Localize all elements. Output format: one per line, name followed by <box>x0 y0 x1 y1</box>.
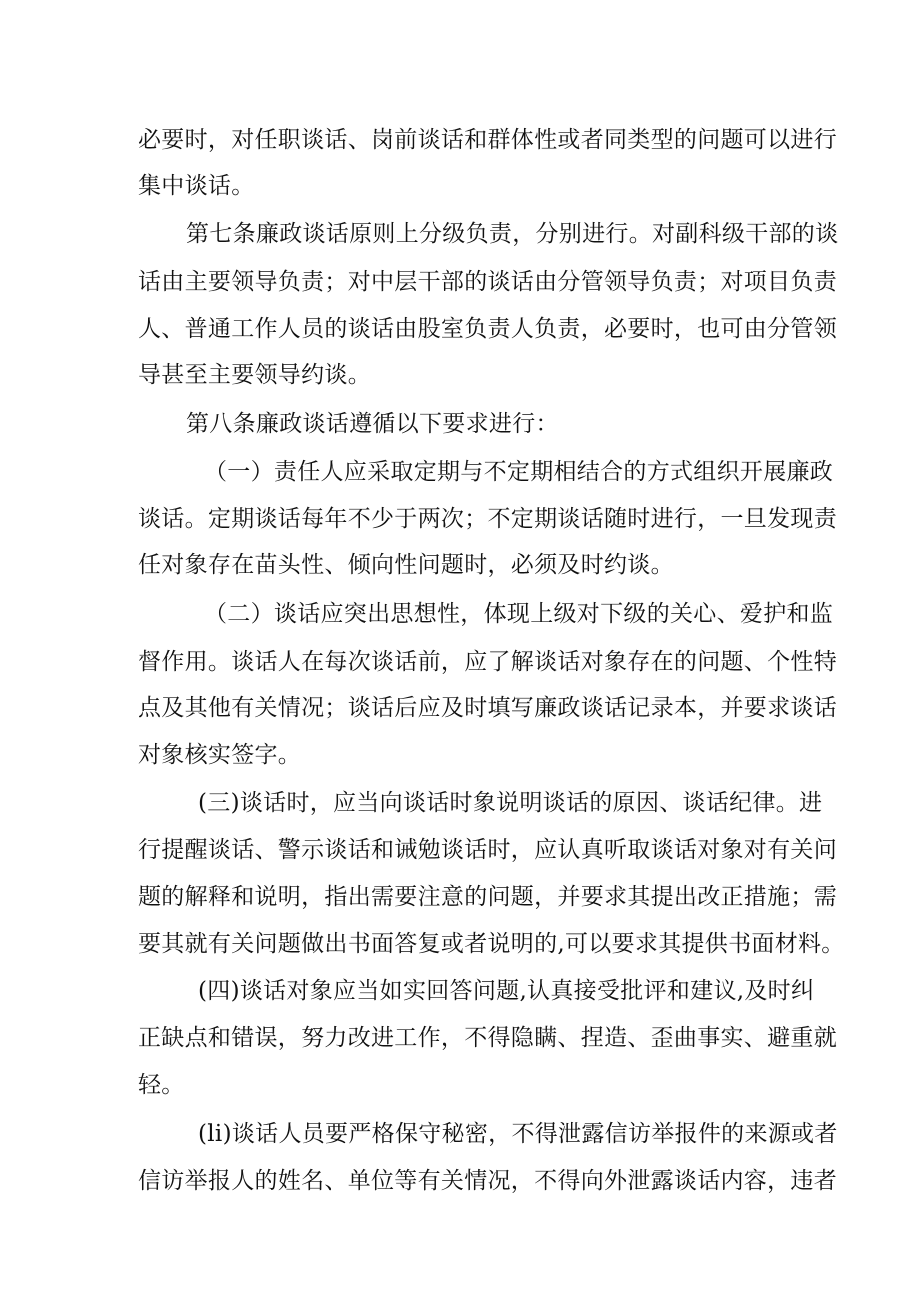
item-3-line: (三)谈话时，应当向谈话时象说明谈话的原因、谈话纪律。进 <box>198 790 823 816</box>
item-1-line: 任对象存在苗头性、倾向性问题时，必须及时约谈。 <box>138 552 674 578</box>
article-7-line: 人、普通工作人员的谈话由股室负责人负责，必要时，也可由分管领 <box>138 316 837 342</box>
item-4-line: 轻。 <box>138 1072 185 1098</box>
paragraph-line: 集中谈话。 <box>138 173 255 199</box>
item-3-line: 要其就有关问题做出书面答复或者说明的,可以要求其提供书面材料。 <box>138 931 845 957</box>
item-1-line: 谈话。定期谈话每年不少于两次；不定期谈话随时进行，一旦发现责 <box>138 506 837 532</box>
item-2-line: （二）谈话应突出思想性，体现上级对下级的关心、爱护和监 <box>204 601 834 627</box>
item-4-line: 正缺点和错误，努力改进工作，不得隐瞒、捏造、歪曲事实、避重就 <box>138 1025 837 1051</box>
item-3-line: 行提醒谈话、警示谈话和诫勉谈话时，应认真听取谈话对象对有关问 <box>138 837 837 863</box>
article-8-heading: 第八条廉政谈话遵循以下要求进行： <box>186 411 559 437</box>
paragraph-line: 必要时，对任职谈话、岗前谈话和群体性或者同类型的问题可以进行 <box>138 127 837 153</box>
article-7-line: 导甚至主要领导约谈。 <box>138 362 371 388</box>
item-2-line: 点及其他有关情况；谈话后应及时填写廉政谈话记录本，并要求谈话 <box>138 695 837 721</box>
item-5-line: 信访举报人的姓名、单位等有关情况，不得向外泄露谈话内容，违者 <box>138 1168 837 1194</box>
item-2-line: 对象核实签字。 <box>138 742 302 768</box>
article-7-line: 第七条廉政谈话原则上分级负责，分别进行。对副科级干部的谈 <box>186 221 839 247</box>
article-7-line: 话由主要领导负责；对中层干部的谈话由分管领导负责；对项目负责 <box>138 269 837 295</box>
item-2-line: 督作用。谈话人在每次谈话前，应了解谈话对象存在的问题、个性特 <box>138 649 837 675</box>
item-3-line: 题的解释和说明，指出需要注意的问题，并要求其提出改正措施；需 <box>138 884 837 910</box>
item-4-line: (四)谈话对象应当如实回答问题,认真接受批评和建议,及时纠 <box>198 978 815 1004</box>
item-5-line: (li)谈话人员要严格保守秘密，不得泄露信访举报件的来源或者 <box>198 1121 838 1147</box>
item-1-line: （一）责任人应采取定期与不定期相结合的方式组织开展廉政 <box>204 459 834 485</box>
